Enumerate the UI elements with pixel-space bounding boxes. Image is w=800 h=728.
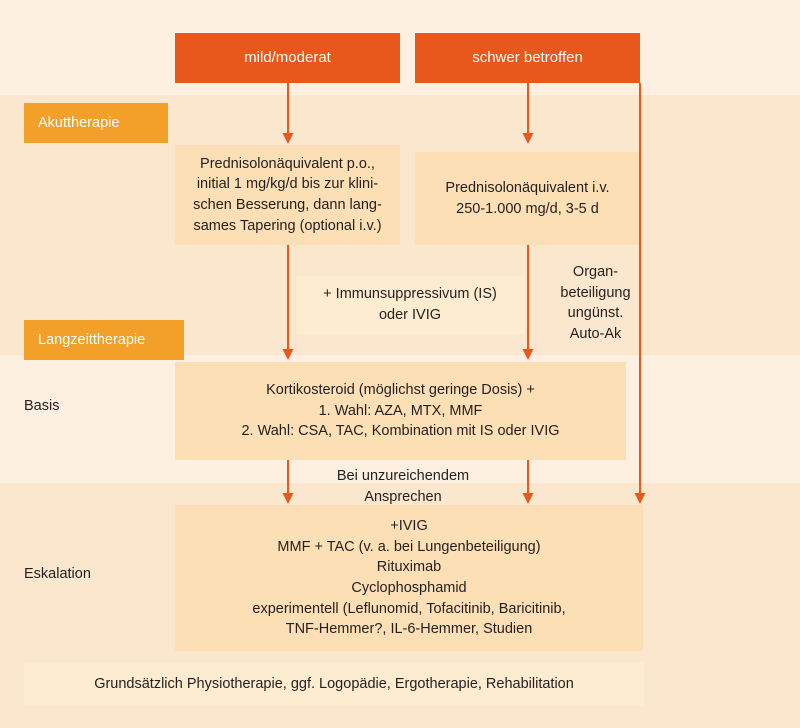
header-box-mild <box>175 33 400 83</box>
stage-tag-longterm-label: Langzeittherapie <box>38 332 146 348</box>
annotation-organ-involvement: Organ- beteiligung ungünst. Auto-Ak <box>560 264 631 342</box>
row-label-basis-text: Basis <box>24 398 60 414</box>
box-acute-iv <box>415 152 640 245</box>
box-immunosuppressant-text: + Immunsuppressivum (IS) oder IVIG <box>323 286 497 323</box>
box-escalation-text: +IVIG MMF + TAC (v. a. bei Lungenbeteiligung) Rituximab Cyclophosphamid experimentell (Leflunomid, Tofacitinib, Baricitinib, TNF-Hemmer?, IL-6-Hemmer, Studien <box>252 518 566 638</box>
box-basis <box>175 362 626 460</box>
arrow-basis-to-escalation-left <box>281 460 295 505</box>
stage-tag-acute-label: Akuttherapie <box>38 115 120 131</box>
arrow-mild-to-acute-oral <box>281 83 295 145</box>
header-box-severe-label: schwer betroffen <box>472 49 583 67</box>
box-acute-iv-text: Prednisolonäquivalent i.v. 250-1.000 mg/d, 3-5 d <box>445 179 610 217</box>
background-band-top <box>0 0 800 95</box>
row-label-escalation-text: Eskalation <box>24 566 91 582</box>
box-escalation <box>175 505 643 651</box>
arrow-severe-to-acute-iv <box>521 83 535 145</box>
box-basis-text: Kortikosteroid (möglichst geringe Dosis) + 1. Wahl: AZA, MTX, MMF 2. Wahl: CSA, TAC, Kombination mit IS oder IVIG <box>241 382 560 440</box>
header-box-severe <box>415 33 640 83</box>
arrow-basis-to-escalation-right <box>521 460 535 505</box>
box-footer-text: Grundsätzlich Physiotherapie, ggf. Logopädie, Ergotherapie, Rehabilitation <box>94 675 574 692</box>
stage-tag-longterm <box>24 320 184 360</box>
box-acute-oral <box>175 145 400 245</box>
row-label-basis <box>24 398 59 414</box>
box-footer-general-measures <box>24 662 644 706</box>
box-acute-oral-text: Prednisolonäquivalent p.o., initial 1 mg/kg/d bis zur klini- schen Besserung, dann lang- sames Tapering (optional i.v.) <box>193 155 382 234</box>
header-box-mild-label: mild/moderat <box>244 49 331 67</box>
annotation-insufficient-response: Bei unzureichendem Ansprechen <box>336 468 470 505</box>
arrow-acute-oral-to-basis <box>281 245 295 361</box>
row-label-escalation <box>24 566 91 582</box>
stage-tag-acute <box>24 103 168 143</box>
box-immunosuppressant <box>296 276 524 334</box>
